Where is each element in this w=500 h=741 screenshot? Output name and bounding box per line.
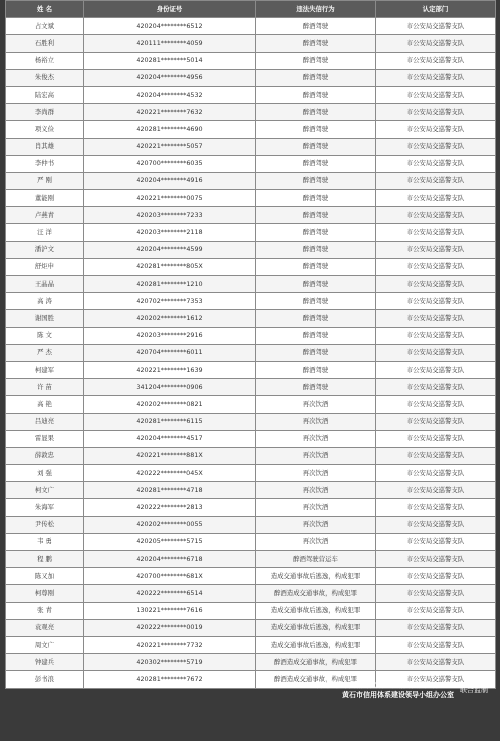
- cell-name: 薛敦忠: [6, 447, 84, 464]
- table-row: [6, 241, 496, 258]
- cell-name: 柯建军: [6, 361, 84, 378]
- table-row: [6, 602, 496, 619]
- cell-department: 市公安局交巡警支队: [376, 18, 496, 35]
- cell-name: 李仲书: [6, 155, 84, 172]
- cell-name: 杨裕立: [6, 52, 84, 69]
- table-row: [6, 155, 496, 172]
- cell-id-number: 420221********7632: [84, 104, 256, 121]
- cell-id-number: 420204********4916: [84, 172, 256, 189]
- cell-name: 刘 强: [6, 465, 84, 482]
- cell-id-number: 420221********7732: [84, 636, 256, 653]
- table-row: [6, 138, 496, 155]
- cell-department: 市公安局交巡警支队: [376, 430, 496, 447]
- table-row: [6, 568, 496, 585]
- table-row: [6, 499, 496, 516]
- table-row: [6, 293, 496, 310]
- cell-id-number: 420111********4059: [84, 35, 256, 52]
- table-row: [6, 276, 496, 293]
- cell-department: 市公安局交巡警支队: [376, 121, 496, 138]
- table-row: [6, 52, 496, 69]
- cell-violation: 醉酒驾驶: [256, 104, 376, 121]
- table-row: [6, 190, 496, 207]
- cell-name: 彭书浪: [6, 671, 84, 688]
- cell-violation: 醉酒驾驶: [256, 18, 376, 35]
- table-row: [6, 482, 496, 499]
- cell-name: 周文广: [6, 636, 84, 653]
- table-row: [6, 396, 496, 413]
- table-row: [6, 310, 496, 327]
- cell-department: 市公安局交巡警支队: [376, 482, 496, 499]
- cell-violation: 醉酒驾驶: [256, 172, 376, 189]
- cell-id-number: 420222********045X: [84, 465, 256, 482]
- cell-violation: 醉酒驾驶: [256, 121, 376, 138]
- cell-id-number: 420700********681X: [84, 568, 256, 585]
- footer: [314, 680, 488, 700]
- cell-name: 王晶晶: [6, 276, 84, 293]
- cell-violation: 再次饮酒: [256, 447, 376, 464]
- header-name: 姓 名: [6, 1, 84, 18]
- cell-violation: 醉酒驾驶: [256, 258, 376, 275]
- cell-name: 袁观亮: [6, 619, 84, 636]
- header-id-number: 身份证号: [84, 1, 256, 18]
- cell-violation: 醉酒驾驶: [256, 224, 376, 241]
- cell-department: 市公安局交巡警支队: [376, 447, 496, 464]
- cell-name: 雷显果: [6, 430, 84, 447]
- cell-violation: 造成交通事故后逃逸，构成犯罪: [256, 568, 376, 585]
- cell-id-number: 420221********881X: [84, 447, 256, 464]
- cell-id-number: 420204********6512: [84, 18, 256, 35]
- cell-violation: 醉酒驾驶: [256, 155, 376, 172]
- cell-violation: 醉酒驾驶: [256, 190, 376, 207]
- cell-department: 市公安局交巡警支队: [376, 258, 496, 275]
- cell-department: 市公安局交巡警支队: [376, 413, 496, 430]
- cell-name: 高 艳: [6, 396, 84, 413]
- table-row: [6, 636, 496, 653]
- cell-department: 市公安局交巡警支队: [376, 671, 496, 688]
- cell-violation: 再次饮酒: [256, 516, 376, 533]
- cell-id-number: 420281********5014: [84, 52, 256, 69]
- cell-name: 严 刚: [6, 172, 84, 189]
- cell-name: 肖其雄: [6, 138, 84, 155]
- cell-department: 市公安局交巡警支队: [376, 52, 496, 69]
- cell-id-number: 420204********6718: [84, 551, 256, 568]
- cell-name: 潘沪文: [6, 241, 84, 258]
- cell-name: 陈又加: [6, 568, 84, 585]
- cell-id-number: 130221********7616: [84, 602, 256, 619]
- cell-id-number: 420222********2813: [84, 499, 256, 516]
- cell-violation: 醉酒驾驶: [256, 241, 376, 258]
- cell-violation: 再次饮酒: [256, 482, 376, 499]
- header-violation: 违法失信行为: [256, 1, 376, 18]
- cell-department: 市公安局交巡警支队: [376, 636, 496, 653]
- cell-name: 柯文广: [6, 482, 84, 499]
- table-row: [6, 69, 496, 86]
- table-row: [6, 430, 496, 447]
- cell-name: 陆宏高: [6, 86, 84, 103]
- cell-id-number: 420281********805X: [84, 258, 256, 275]
- cell-violation: 再次饮酒: [256, 499, 376, 516]
- cell-department: 市公安局交巡警支队: [376, 344, 496, 361]
- cell-violation: 醉酒驾驶: [256, 361, 376, 378]
- table-row: [6, 447, 496, 464]
- cell-name: 陈 文: [6, 327, 84, 344]
- table-row: [6, 172, 496, 189]
- cell-department: 市公安局交巡警支队: [376, 310, 496, 327]
- cell-name: 董能刚: [6, 190, 84, 207]
- cell-id-number: 420203********2916: [84, 327, 256, 344]
- cell-department: 市公安局交巡警支队: [376, 361, 496, 378]
- cell-name: 项义俭: [6, 121, 84, 138]
- header-row: [6, 1, 496, 18]
- issuer-credit-office: 黄石市信用体系建设领导小组办公室: [342, 691, 454, 699]
- table-row: [6, 121, 496, 138]
- cell-id-number: 420281********4718: [84, 482, 256, 499]
- cell-id-number: 420202********0821: [84, 396, 256, 413]
- table-row: [6, 35, 496, 52]
- cell-id-number: 420281********1210: [84, 276, 256, 293]
- cell-id-number: 420203********2118: [84, 224, 256, 241]
- cell-department: 市公安局交巡警支队: [376, 396, 496, 413]
- table-row: [6, 533, 496, 550]
- cell-id-number: 420221********1639: [84, 361, 256, 378]
- cell-name: 高 涛: [6, 293, 84, 310]
- table-row: [6, 413, 496, 430]
- table-row: [6, 654, 496, 671]
- table-row: [6, 516, 496, 533]
- header-department: 认定部门: [376, 1, 496, 18]
- cell-department: 市公安局交巡警支队: [376, 172, 496, 189]
- cell-id-number: 420700********6035: [84, 155, 256, 172]
- cell-id-number: 420702********7353: [84, 293, 256, 310]
- joint-supervision-label: 联合监制: [460, 686, 488, 694]
- cell-violation: 醉酒驾驶: [256, 86, 376, 103]
- cell-id-number: 420204********4532: [84, 86, 256, 103]
- cell-violation: 醉酒驾驶: [256, 35, 376, 52]
- cell-id-number: 420203********7233: [84, 207, 256, 224]
- cell-department: 市公安局交巡警支队: [376, 327, 496, 344]
- cell-name: 严 杰: [6, 344, 84, 361]
- table-row: [6, 465, 496, 482]
- table-row: [6, 585, 496, 602]
- cell-id-number: 420205********5715: [84, 533, 256, 550]
- cell-department: 市公安局交巡警支队: [376, 499, 496, 516]
- cell-name: 谢国胜: [6, 310, 84, 327]
- cell-name: 柯尊刚: [6, 585, 84, 602]
- cell-id-number: 420221********5057: [84, 138, 256, 155]
- table-row: [6, 551, 496, 568]
- cell-violation: 再次饮酒: [256, 430, 376, 447]
- cell-department: 市公安局交巡警支队: [376, 35, 496, 52]
- cell-name: 石胜利: [6, 35, 84, 52]
- cell-id-number: 420204********4599: [84, 241, 256, 258]
- table-row: [6, 379, 496, 396]
- table-row: [6, 104, 496, 121]
- cell-name: 许 苗: [6, 379, 84, 396]
- table-row: [6, 18, 496, 35]
- cell-id-number: 420202********0055: [84, 516, 256, 533]
- cell-violation: 醉酒驾驶: [256, 310, 376, 327]
- cell-violation: 醉酒驾驶: [256, 379, 376, 396]
- cell-department: 市公安局交巡警支队: [376, 86, 496, 103]
- cell-department: 市公安局交巡警支队: [376, 516, 496, 533]
- table-row: [6, 619, 496, 636]
- cell-id-number: 420222********0019: [84, 619, 256, 636]
- cell-id-number: 420281********4690: [84, 121, 256, 138]
- table-row: [6, 86, 496, 103]
- cell-department: 市公安局交巡警支队: [376, 654, 496, 671]
- cell-id-number: 420281********7672: [84, 671, 256, 688]
- cell-violation: 造成交通事故后逃逸，构成犯罪: [256, 602, 376, 619]
- cell-name: 汪 洋: [6, 224, 84, 241]
- cell-id-number: 341204********0906: [84, 379, 256, 396]
- cell-violation: 醉酒驾驶: [256, 344, 376, 361]
- cell-violation: 醉酒造成交通事故，构成犯罪: [256, 585, 376, 602]
- cell-department: 市公安局交巡警支队: [376, 602, 496, 619]
- cell-violation: 醉酒驾驶: [256, 276, 376, 293]
- cell-id-number: 420281********6115: [84, 413, 256, 430]
- cell-department: 市公安局交巡警支队: [376, 585, 496, 602]
- table-body: [6, 18, 496, 688]
- cell-violation: 醉酒驾驶: [256, 327, 376, 344]
- issuer-civilization-office: 中共黄石市委精神文明建设指导委员会办公室: [314, 681, 454, 689]
- cell-id-number: 420222********6514: [84, 585, 256, 602]
- table-row: [6, 344, 496, 361]
- cell-department: 市公安局交巡警支队: [376, 293, 496, 310]
- cell-violation: 造成交通事故后逃逸，构成犯罪: [256, 619, 376, 636]
- cell-id-number: 420204********4956: [84, 69, 256, 86]
- cell-violation: 再次饮酒: [256, 533, 376, 550]
- cell-violation: 再次饮酒: [256, 465, 376, 482]
- cell-department: 市公安局交巡警支队: [376, 207, 496, 224]
- cell-department: 市公安局交巡警支队: [376, 379, 496, 396]
- cell-name: 朱海军: [6, 499, 84, 516]
- cell-name: 卢燕青: [6, 207, 84, 224]
- cell-department: 市公安局交巡警支队: [376, 619, 496, 636]
- table-row: [6, 327, 496, 344]
- cell-violation: 醉酒驾驶: [256, 138, 376, 155]
- cell-department: 市公安局交巡警支队: [376, 465, 496, 482]
- cell-name: 朱俊杰: [6, 69, 84, 86]
- cell-department: 市公安局交巡警支队: [376, 533, 496, 550]
- cell-id-number: 420202********1612: [84, 310, 256, 327]
- cell-name: 韦 勇: [6, 533, 84, 550]
- cell-violation: 醉酒驾驶: [256, 207, 376, 224]
- cell-department: 市公安局交巡警支队: [376, 138, 496, 155]
- cell-name: 尹传松: [6, 516, 84, 533]
- cell-department: 市公安局交巡警支队: [376, 276, 496, 293]
- cell-name: 钟建兵: [6, 654, 84, 671]
- cell-violation: 再次饮酒: [256, 413, 376, 430]
- table-header: [6, 1, 496, 18]
- cell-id-number: 420302********5719: [84, 654, 256, 671]
- cell-name: 张 青: [6, 602, 84, 619]
- cell-id-number: 420204********4517: [84, 430, 256, 447]
- cell-name: 占文斌: [6, 18, 84, 35]
- cell-violation: 醉酒驾驶: [256, 52, 376, 69]
- cell-department: 市公安局交巡警支队: [376, 69, 496, 86]
- table-row: [6, 207, 496, 224]
- cell-violation: 醉酒驾驶营运车: [256, 551, 376, 568]
- cell-name: 程 鹏: [6, 551, 84, 568]
- cell-id-number: 420704********6011: [84, 344, 256, 361]
- cell-name: 舒炬申: [6, 258, 84, 275]
- table-row: [6, 224, 496, 241]
- cell-violation: 再次饮酒: [256, 396, 376, 413]
- cell-violation: 醉酒驾驶: [256, 293, 376, 310]
- dishonest-persons-table: [5, 0, 496, 689]
- issuer-list: [314, 680, 454, 700]
- cell-violation: 醉酒造成交通事故，构成犯罪: [256, 654, 376, 671]
- cell-department: 市公安局交巡警支队: [376, 241, 496, 258]
- cell-department: 市公安局交巡警支队: [376, 568, 496, 585]
- cell-violation: 醉酒驾驶: [256, 69, 376, 86]
- cell-name: 吕迪亮: [6, 413, 84, 430]
- cell-department: 市公安局交巡警支队: [376, 155, 496, 172]
- cell-violation: 造成交通事故后逃逸，构成犯罪: [256, 636, 376, 653]
- cell-department: 市公安局交巡警支队: [376, 104, 496, 121]
- cell-id-number: 420221********0075: [84, 190, 256, 207]
- table-row: [6, 361, 496, 378]
- table-row: [6, 258, 496, 275]
- cell-department: 市公安局交巡警支队: [376, 551, 496, 568]
- cell-department: 市公安局交巡警支队: [376, 190, 496, 207]
- cell-violation: 醉酒造成交通事故，构成犯罪: [256, 671, 376, 688]
- cell-department: 市公安局交巡警支队: [376, 224, 496, 241]
- cell-name: 李尚群: [6, 104, 84, 121]
